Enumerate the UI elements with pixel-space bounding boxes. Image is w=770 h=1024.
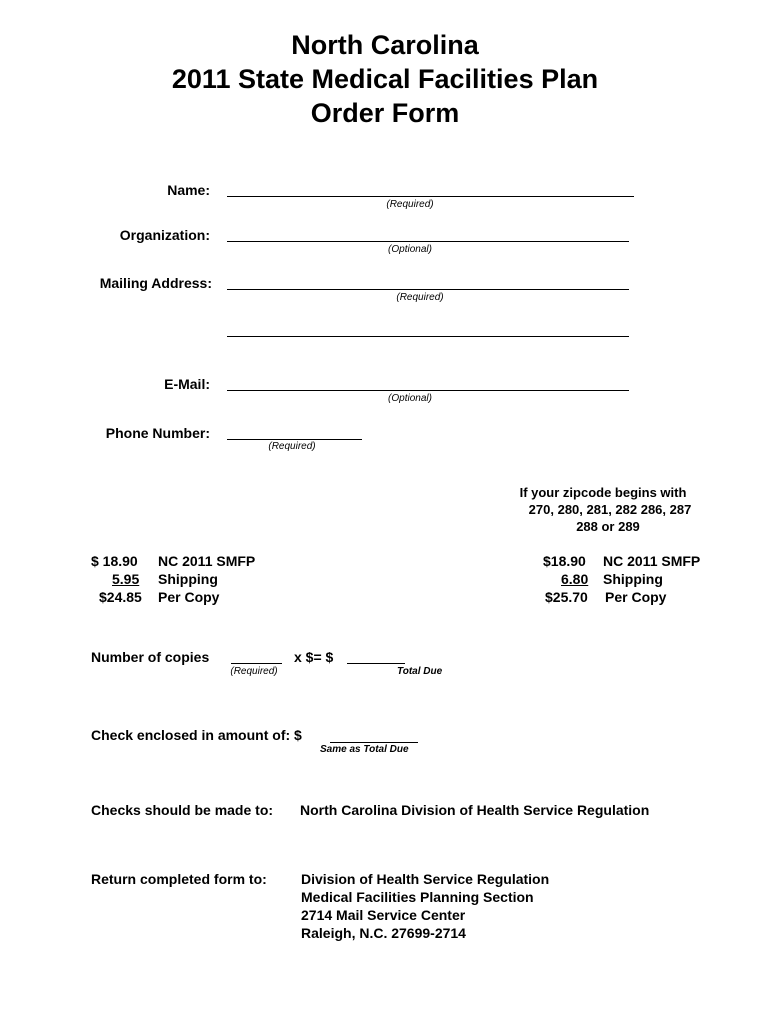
mailing-address-field-line1[interactable] [227, 289, 629, 290]
return-address-line2: Medical Facilities Planning Section [301, 889, 534, 905]
name-label: Name: [167, 182, 210, 198]
organization-field[interactable] [227, 241, 629, 242]
total-due-field[interactable] [347, 663, 405, 664]
name-hint: (Required) [386, 199, 434, 210]
right-price-total: $25.70 [545, 589, 588, 605]
mailing-address-field-line2[interactable] [227, 336, 629, 337]
title-plan: 2011 State Medical Facilities Plan [171, 64, 599, 94]
email-field[interactable] [227, 390, 629, 391]
return-label: Return completed form to: [91, 871, 267, 887]
check-amount-field[interactable] [330, 742, 418, 743]
organization-label: Organization: [119, 227, 210, 243]
return-address-line1: Division of Health Service Regulation [301, 871, 550, 887]
mailing-address-hint: (Required) [396, 292, 444, 303]
zip-note-line1: If your zipcode begins with [519, 485, 687, 500]
organization-hint: (Optional) [388, 244, 432, 255]
right-price-shipping-label: Shipping [603, 571, 663, 587]
payable-value: North Carolina Division of Health Service Regulation [300, 802, 650, 818]
right-price-base: $18.90 [543, 553, 586, 569]
left-price-base-label: NC 2011 SMFP [158, 553, 256, 569]
check-hint: Same as Total Due [320, 744, 409, 755]
copies-hint: (Required) [230, 666, 278, 677]
copies-label: Number of copies [91, 649, 210, 665]
zip-note-line2: 270, 280, 281, 282 286, 287 [528, 502, 692, 517]
email-hint: (Optional) [388, 393, 432, 404]
right-price-total-label: Per Copy [605, 589, 667, 605]
left-price-total-label: Per Copy [158, 589, 220, 605]
title-state: North Carolina [291, 30, 479, 60]
mailing-address-label: Mailing Address: [99, 275, 212, 291]
phone-hint: (Required) [268, 441, 316, 452]
copies-multiply: x $= $ [294, 649, 334, 665]
left-price-shipping: 5.95 [112, 571, 140, 587]
right-price-base-label: NC 2011 SMFP [603, 553, 701, 569]
left-price-base: $ 18.90 [91, 553, 138, 569]
phone-field[interactable] [227, 439, 362, 440]
zip-note-line3: 288 or 289 [576, 519, 640, 534]
left-price-shipping-label: Shipping [158, 571, 218, 587]
right-price-shipping: 6.80 [561, 571, 589, 587]
title-order-form: Order Form [310, 98, 460, 128]
check-label: Check enclosed in amount of: $ [91, 727, 302, 743]
payable-label: Checks should be made to: [91, 802, 274, 818]
total-due-hint: Total Due [397, 666, 443, 677]
return-address-line3: 2714 Mail Service Center [301, 907, 466, 923]
email-label: E-Mail: [164, 376, 210, 392]
name-field[interactable] [227, 196, 634, 197]
return-address-line4: Raleigh, N.C. 27699-2714 [301, 925, 466, 941]
copies-field[interactable] [231, 663, 282, 664]
phone-label: Phone Number: [105, 425, 210, 441]
left-price-total: $24.85 [99, 589, 142, 605]
